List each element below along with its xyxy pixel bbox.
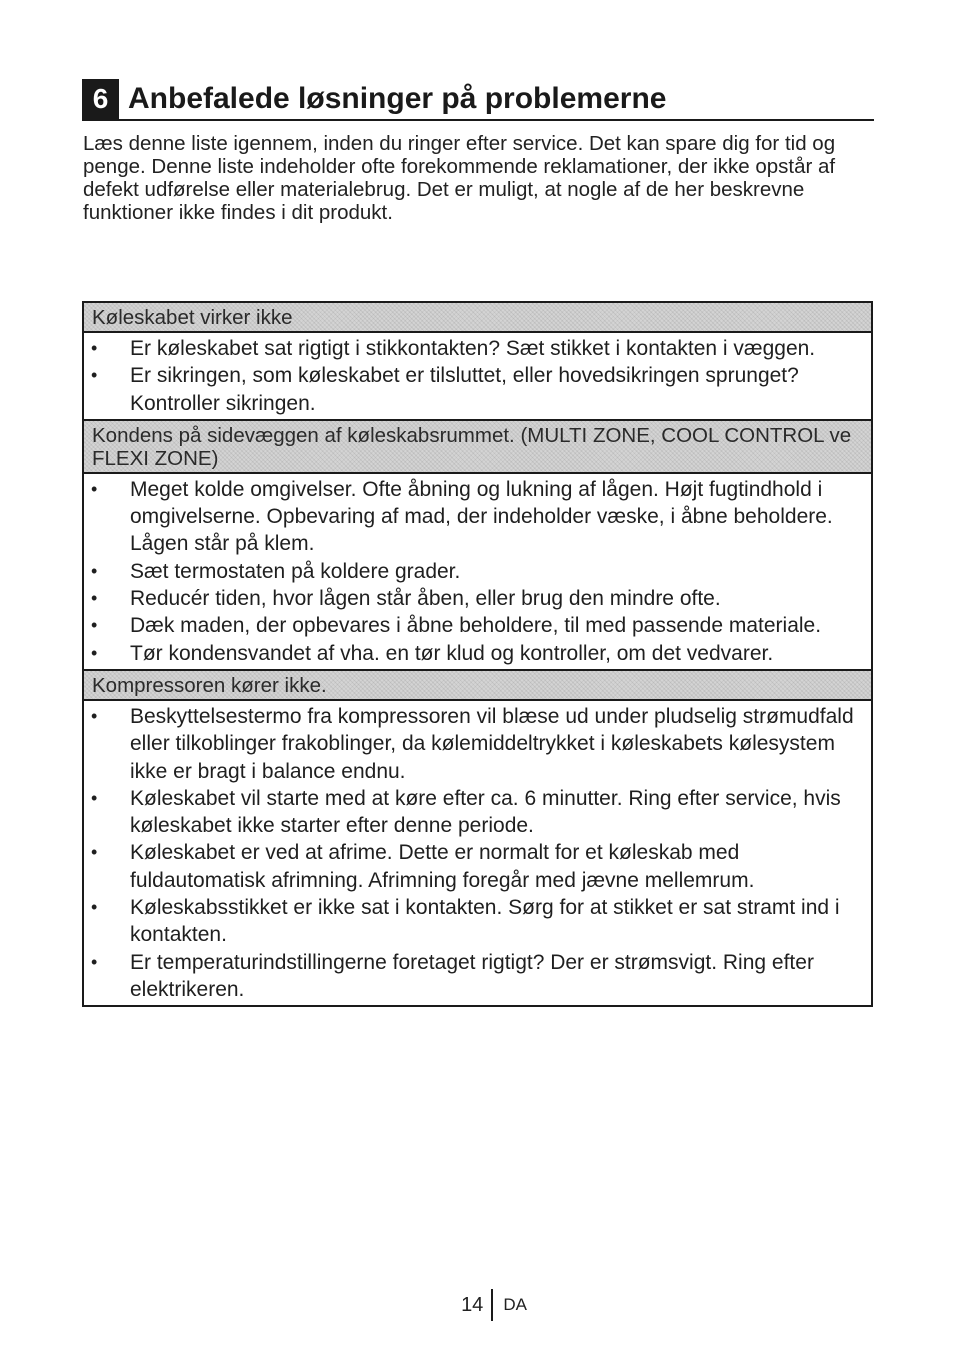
list-item <box>84 585 865 612</box>
section-body-condensation <box>84 474 871 671</box>
bullet-list <box>84 701 871 1005</box>
section-header-condensation: Kondens på sidevæggen af køleskabsrummet. (MULTI ZONE, COOL CONTROL ve FLEXI ZONE) <box>84 421 871 474</box>
list-item <box>84 476 865 558</box>
list-item <box>84 703 865 785</box>
page-title: Anbefalede løsninger på problemerne <box>128 82 667 115</box>
bullet-icon: • <box>91 842 98 863</box>
list-item-text: Reducér tiden, hvor lågen står åben, eller brug den mindre ofte. <box>130 587 721 611</box>
list-item-text: Køleskabet er ved at afrime. Dette er normalt for et køleskab med fuldautomatisk afrimning. Afrimning foregår med jævne mellemrum. <box>130 841 755 892</box>
bullet-icon: • <box>91 478 98 499</box>
list-item-text: Meget kolde omgivelser. Ofte åbning og lukning af lågen. Højt fugtindhold i omgivelserne. Opbevaring af mad, der indeholder væske, i åbne beholdere. Lågen står på klem. <box>130 477 833 556</box>
bullet-icon: • <box>91 705 98 726</box>
bullet-icon: • <box>91 951 98 972</box>
list-item <box>84 785 865 840</box>
intro-paragraph: Læs denne liste igennem, inden du ringer efter service. Det kan spare dig for tid og penge. Denne liste indeholder ofte forekommende reklamationer, der ikke opstår af defekt udførelse eller materialebrug. Det er muligt, at nogle af de her beskrevne funktioner ikke findes i dit produkt. <box>83 132 836 224</box>
list-item <box>84 949 865 1004</box>
bullet-icon: • <box>91 365 98 386</box>
list-item-text: Tør kondensvandet af vha. en tør klud og kontroller, om det vedvarer. <box>130 641 774 665</box>
list-item-text: Køleskabet vil starte med at køre efter ca. 6 minutter. Ring efter service, hvis køleskabet ikke starter efter denne periode. <box>130 786 841 838</box>
bullet-icon: • <box>91 897 98 918</box>
list-item-text: Beskyttelsestermo fra kompressoren vil blæse ud under pludselig strømudfald eller tilkoblinger frakoblinger, da kølemiddeltrykket i køleskabets kølesystem ikke er bragt i balance endnu. <box>130 704 854 783</box>
list-item-text: Dæk maden, der opbevares i åbne beholdere, til med passende materiale. <box>130 614 822 638</box>
list-item <box>84 894 865 949</box>
section-header-compressor: Kompressoren kører ikke. <box>84 671 871 701</box>
section-body-not-working <box>84 333 871 421</box>
bullet-icon: • <box>91 615 98 636</box>
bullet-list <box>84 474 871 669</box>
troubleshooting-table <box>82 301 873 1007</box>
bullet-list <box>84 333 871 419</box>
list-item-text: Er temperaturindstillingerne foretaget rigtigt? Der er strømsvigt. Ring efter elektrikeren. <box>130 950 814 1001</box>
list-item <box>84 335 865 362</box>
list-item <box>84 362 865 417</box>
list-item <box>84 839 865 894</box>
bullet-icon: • <box>91 588 98 609</box>
list-item <box>84 558 865 585</box>
page-footer <box>0 1289 954 1321</box>
list-item-text: Sæt termostaten på koldere grader. <box>130 559 461 583</box>
section-heading <box>82 79 874 121</box>
list-item-text: Er sikringen, som køleskabet er tilsluttet, eller hovedsikringen sprunget? Kontroller sikringen. <box>130 364 799 415</box>
section-header-not-working: Køleskabet virker ikke <box>84 303 871 333</box>
bullet-icon: • <box>91 560 98 581</box>
bullet-icon: • <box>91 642 98 663</box>
list-item <box>84 612 865 639</box>
bullet-icon: • <box>91 787 98 808</box>
footer-divider <box>491 1289 493 1321</box>
list-item-text: Køleskabsstikket er ikke sat i kontakten. Sørg for at stikket er sat stramt ind i kontakten. <box>130 896 840 947</box>
list-item <box>84 640 865 667</box>
list-item-text: Er køleskabet sat rigtigt i stikkontakten? Sæt stikket i kontakten i væggen. <box>130 337 816 360</box>
section-body-compressor <box>84 701 871 1005</box>
section-number-badge: 6 <box>82 79 119 119</box>
language-code: DA <box>503 1295 527 1314</box>
page-number: 14 <box>461 1293 484 1316</box>
bullet-icon: • <box>91 338 98 358</box>
